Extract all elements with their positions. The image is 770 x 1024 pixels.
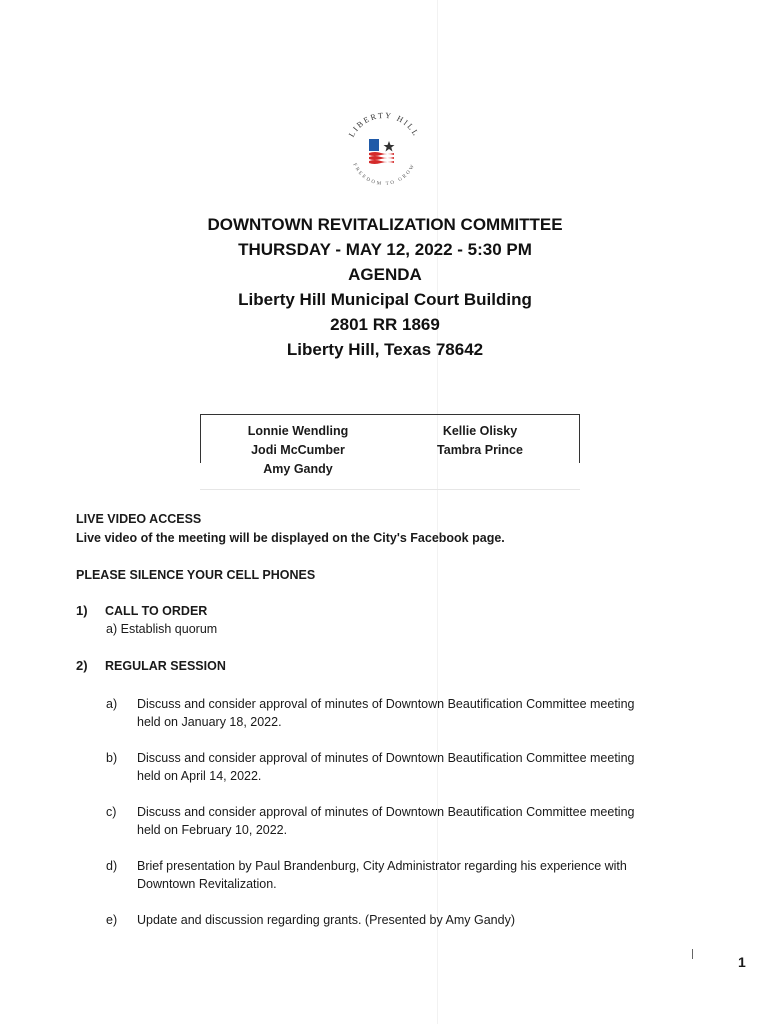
list-item	[137, 911, 697, 929]
item-letter: e)	[106, 913, 118, 927]
member-name: Tambra Prince	[437, 443, 523, 457]
venue-address: 2801 RR 1869	[330, 315, 440, 334]
liberty-hill-seal-logo	[334, 100, 434, 200]
members-left-column	[218, 422, 378, 479]
svg-text:FREEDOM TO GROW: FREEDOM TO GROW	[351, 162, 417, 188]
section-title-regular-session: REGULAR SESSION	[105, 659, 226, 673]
item-text-line: Discuss and consider approval of minutes of Downtown Beautification Committee meeting	[137, 805, 635, 819]
venue-name: Liberty Hill Municipal Court Building	[238, 290, 532, 309]
live-video-text: Live video of the meeting will be displayed on the City's Facebook page.	[76, 531, 505, 545]
page-number: 1	[738, 954, 746, 970]
item-text: Establish quorum	[120, 622, 218, 636]
member-name: Amy Gandy	[263, 462, 333, 476]
item-letter: c)	[106, 805, 117, 819]
list-item	[137, 857, 697, 893]
member-name: Jodi McCumber	[251, 443, 345, 457]
venue-city: Liberty Hill, Texas 78642	[286, 340, 484, 359]
list-item	[137, 749, 697, 785]
item-text-line: held on February 10, 2022.	[137, 823, 288, 837]
svg-text:LIBERTY HILL: LIBERTY HILL	[346, 110, 422, 139]
members-right-column	[400, 422, 560, 460]
section-number: 2)	[76, 658, 88, 673]
list-item	[137, 803, 697, 839]
item-text-line: Downtown Revitalization.	[137, 877, 277, 891]
item-letter: b)	[106, 751, 118, 765]
item-text-line: held on January 18, 2022.	[137, 715, 282, 729]
list-item	[137, 695, 697, 731]
list-item	[106, 620, 217, 638]
item-letter: d)	[106, 859, 118, 873]
item-text-line: held on April 14, 2022.	[137, 769, 262, 783]
committee-title: DOWNTOWN REVITALIZATION COMMITTEE	[207, 215, 563, 234]
item-text-line: Discuss and consider approval of minutes of Downtown Beautification Committee meeting	[137, 697, 635, 711]
item-text-line: Update and discussion regarding grants. (Presented by Amy Gandy)	[137, 913, 515, 927]
members-box-divider	[200, 489, 580, 490]
agenda-heading	[0, 212, 770, 362]
meeting-date: THURSDAY - MAY 12, 2022 - 5:30 PM	[238, 240, 532, 259]
member-name: Lonnie Wendling	[247, 424, 349, 438]
live-video-title: LIVE VIDEO ACCESS	[76, 512, 202, 526]
member-name: Kellie Olisky	[442, 424, 518, 438]
agenda-label: AGENDA	[348, 265, 422, 284]
section-title-call-to-order: CALL TO ORDER	[105, 604, 208, 618]
item-text-line: Discuss and consider approval of minutes of Downtown Beautification Committee meeting	[137, 751, 635, 765]
item-letter: a)	[106, 697, 118, 711]
silence-notice: PLEASE SILENCE YOUR CELL PHONES	[76, 568, 316, 582]
item-letter: a)	[106, 622, 118, 636]
item-text-line: Brief presentation by Paul Brandenburg, City Administrator regarding his experience with	[137, 859, 627, 873]
section-number: 1)	[76, 603, 88, 618]
scan-mark	[692, 949, 693, 959]
